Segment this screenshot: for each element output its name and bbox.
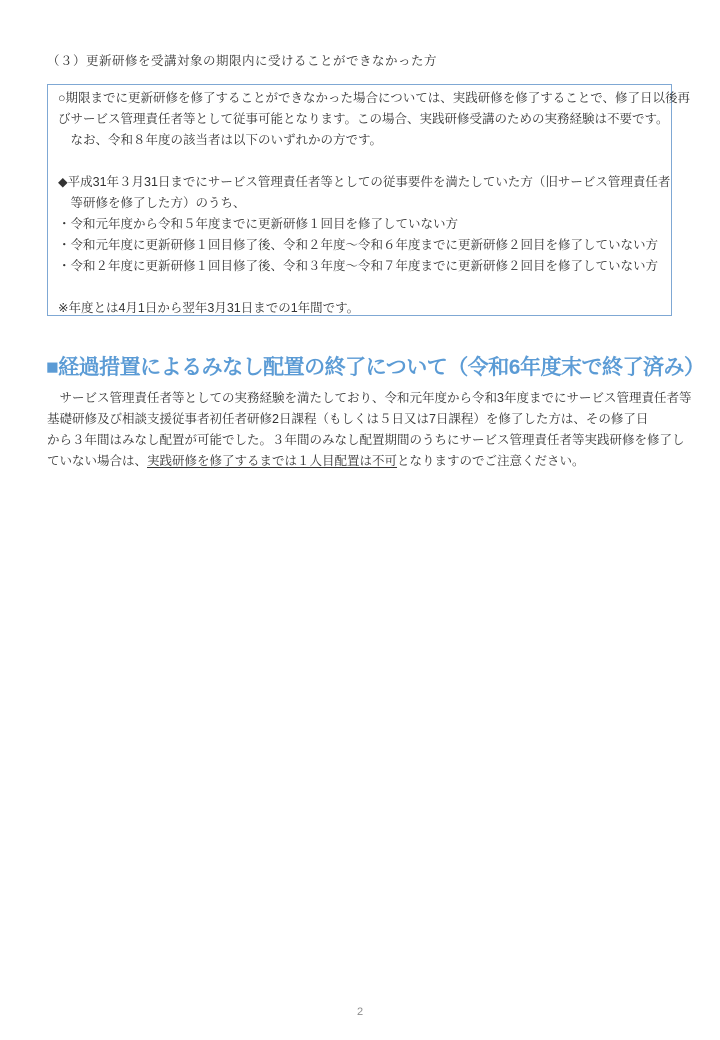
- paragraph-line-with-emphasis: [47, 451, 675, 472]
- notice-box-line: ・令和２年度に更新研修１回目修了後、令和３年度～令和７年度までに更新研修２回目を修了していない方: [58, 259, 659, 273]
- underline-emphasis-text: 実践研修を修了するまでは１人目配置は不可: [147, 454, 398, 468]
- minashi-paragraph: [47, 388, 692, 472]
- notice-box: [47, 84, 691, 316]
- paragraph-line: から３年間はみなし配置が可能でした。３年間のみなし配置期間のうちにサービス管理責任者等実践研修を修了し: [47, 433, 685, 447]
- notice-box-line: なお、令和８年度の該当者は以下のいずれかの方です。: [58, 133, 383, 147]
- notice-box-line: ・令和元年度から令和５年度までに更新研修１回目を修了していない方: [58, 217, 459, 231]
- section3-heading: （３）更新研修を受講対象の期限内に受けることができなかった方: [47, 54, 438, 68]
- paragraph-line: 基礎研修及び相談支援従事者初任者研修2日課程（もしくは５日又は7日課程）を修了した方は、その修了日: [47, 412, 649, 426]
- paragraph-text: ていない場合は、: [47, 454, 148, 468]
- page-number: 2: [356, 1006, 364, 1018]
- paragraph-text: となりますのでご注意ください。: [397, 454, 585, 468]
- notice-box-line: ○期限までに更新研修を修了することができなかった場合については、実践研修を修了することで、修了日以後再: [58, 91, 691, 105]
- notice-box-line: 等研修を修了した方）のうち、: [58, 196, 246, 210]
- notice-box-line: びサービス管理責任者等として従事可能となります。この場合、実践研修受講のための実務経験は不要です。: [58, 112, 669, 126]
- notice-box-line: ・令和元年度に更新研修１回目修了後、令和２年度～令和６年度までに更新研修２回目を修了していない方: [58, 238, 659, 252]
- notice-box-line-blank: [58, 277, 661, 298]
- notice-box-line-blank: [58, 151, 661, 172]
- notice-box-line: ◆平成31年３月31日までにサービス管理責任者等としての従事要件を満たしていた方（旧サービス管理責任者: [58, 175, 671, 189]
- paragraph-line: サービス管理責任者等としての実務経験を満たしており、令和元年度から令和3年度までにサービス管理責任者等: [47, 391, 692, 405]
- minashi-section-heading: ■経過措置によるみなし配置の終了について（令和6年度末で終了済み）: [46, 356, 705, 379]
- notice-box-line: ※年度とは4月1日から翌年3月31日までの1年間です。: [58, 301, 360, 315]
